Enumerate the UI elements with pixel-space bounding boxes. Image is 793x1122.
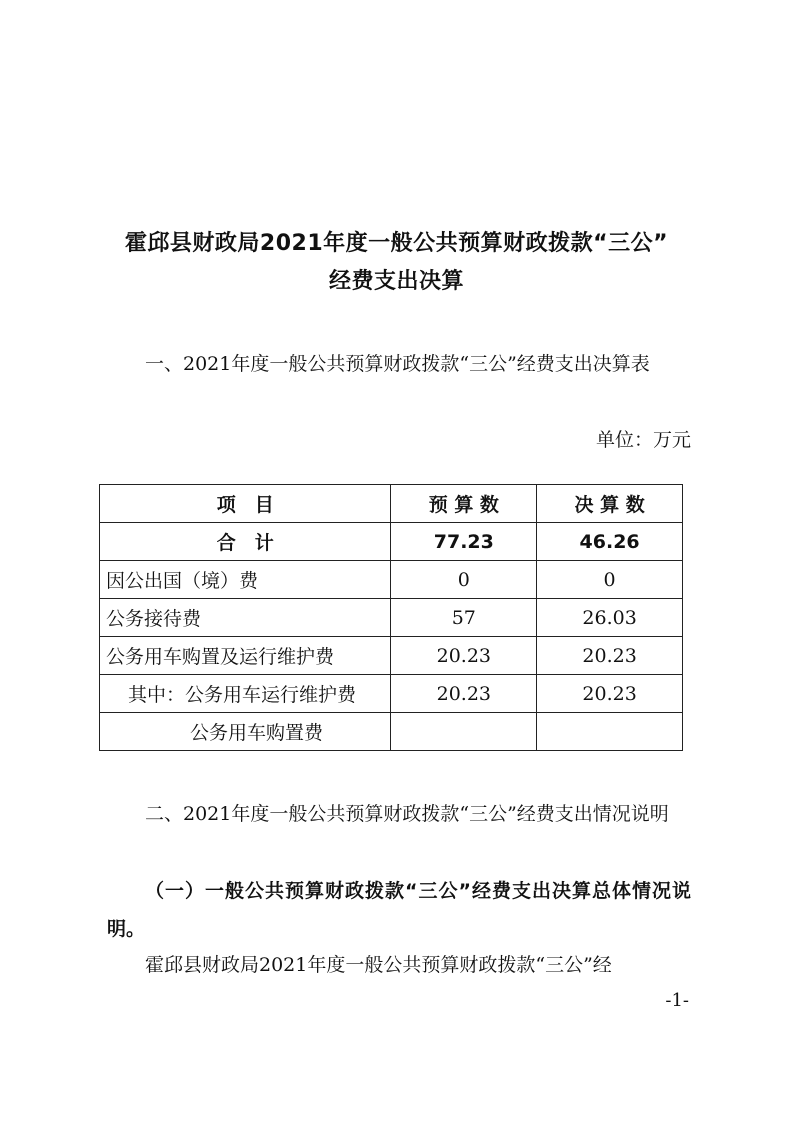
row-budget: 77.23	[391, 523, 537, 561]
section2-heading: 二、2021年度一般公共预算财政拨款“三公”经费支出情况说明	[145, 803, 669, 825]
section1-heading: 一、2021年度一般公共预算财政拨款“三公”经费支出决算表	[145, 353, 650, 375]
row-budget: 0	[391, 561, 537, 599]
table-row	[100, 675, 683, 713]
table-row-total	[100, 523, 683, 561]
page-title-line2: 经费支出决算	[328, 269, 464, 294]
table-row	[100, 637, 683, 675]
table-row	[100, 561, 683, 599]
row-budget	[391, 713, 537, 751]
row-item: 公务用车购置及运行维护费	[100, 637, 391, 675]
row-final	[537, 713, 683, 751]
row-final: 46.26	[537, 523, 683, 561]
row-final: 0	[537, 561, 683, 599]
row-item: 公务接待费	[100, 599, 391, 637]
row-item: 因公出国（境）费	[100, 561, 391, 599]
header-item: 项 目	[100, 485, 391, 523]
row-item: 其中：公务用车运行维护费	[100, 675, 391, 713]
header-final: 决 算 数	[537, 485, 683, 523]
row-item: 公务用车购置费	[100, 713, 391, 751]
row-budget: 20.23	[391, 637, 537, 675]
unit-label: 单位：万元	[595, 429, 691, 451]
table-header-row	[100, 485, 683, 523]
row-final: 26.03	[537, 599, 683, 637]
expense-table	[99, 484, 683, 751]
row-budget: 20.23	[391, 675, 537, 713]
row-item: 合 计	[100, 523, 391, 561]
header-budget: 预 算 数	[391, 485, 537, 523]
table-row	[100, 713, 683, 751]
page-number: -1-	[665, 990, 689, 1011]
section2-subheading: （一）一般公共预算财政拨款“三公”经费支出决算总体情况说明。	[107, 880, 691, 940]
row-final: 20.23	[537, 637, 683, 675]
page-title-line1: 霍邱县财政局2021年度一般公共预算财政拨款“三公”	[124, 231, 669, 256]
table-row	[100, 599, 683, 637]
row-final: 20.23	[537, 675, 683, 713]
row-budget: 57	[391, 599, 537, 637]
section2-body: 霍邱县财政局2021年度一般公共预算财政拨款“三公”经	[145, 954, 612, 976]
